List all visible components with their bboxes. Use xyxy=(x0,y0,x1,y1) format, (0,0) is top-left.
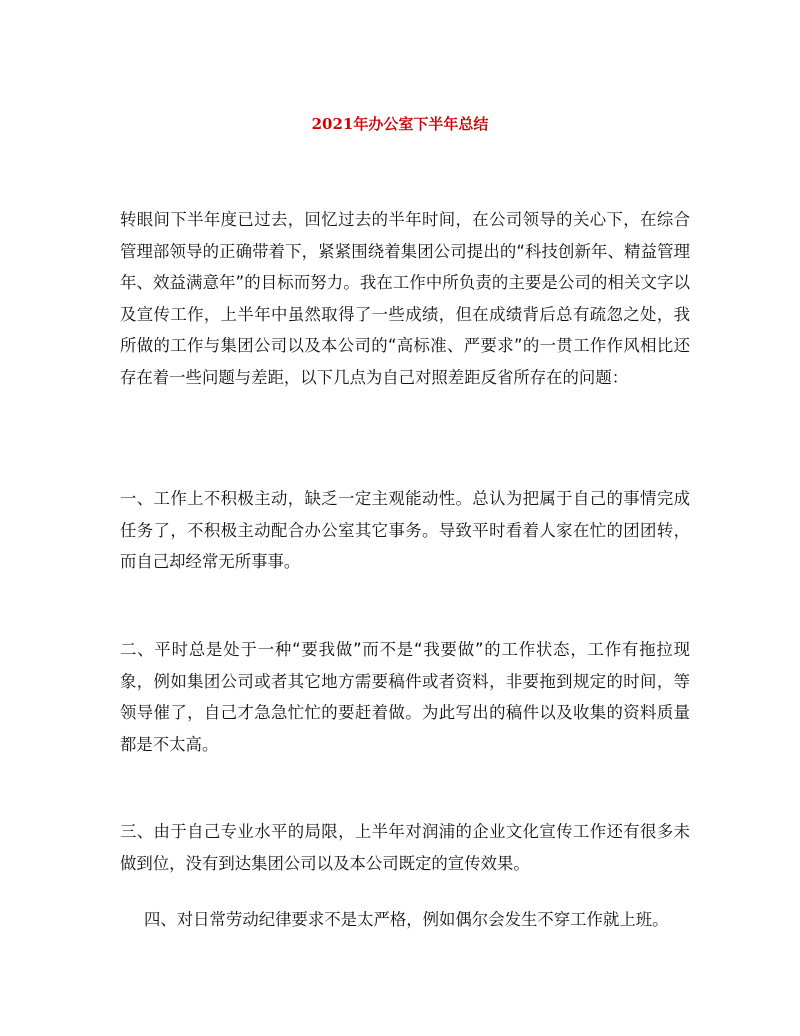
paragraph-issue-4: 四、对日常劳动纪律要求不是太严格，例如偶尔会发生不穿工作就上班。 xyxy=(144,910,669,929)
paragraph-issue-3: 三、由于自己专业水平的局限，上半年对润浦的企业文化宣传工作还有很多未做到位，没有到达集团公司以及本公司既定的宣传效果。 xyxy=(120,822,690,873)
document-title: 2021年办公室下半年总结 xyxy=(311,115,489,133)
paragraph-issue-1: 一、工作上不积极主动，缺乏一定主观能动性。总认为把属于自己的事情完成任务了，不积极主动配合办公室其它事务。导致平时看着人家在忙的团团转，而自己却经常无所事事。 xyxy=(120,489,690,571)
paragraph-issue-2: 二、平时总是处于一种“要我做”而不是“我要做”的工作状态，工作有拖拉现象，例如集团公司或者其它地方需要稿件或者资料，非要拖到规定的时间，等领导催了，自己才急急忙忙的要赶着做。为此写出的稿件以及收集的资料质量都是不太高。 xyxy=(120,640,690,754)
paragraph-intro: 转眼间下半年度已过去，回忆过去的半年时间，在公司领导的关心下，在综合管理部领导的正确带着下，紧紧围绕着集团公司提出的“科技创新年、精益管理年、效益满意年”的目标而努力。我在工作中所负责的主要是公司的相关文字以及宣传工作，上半年中虽然取得了一些成绩，但在成绩背后总有疏忽之处，我所做的工作与集团公司以及本公司的“高标准、严要求”的一贯工作作风相比还存在着一些问题与差距，以下几点为自己对照差距反省所存在的问题： xyxy=(120,210,690,387)
